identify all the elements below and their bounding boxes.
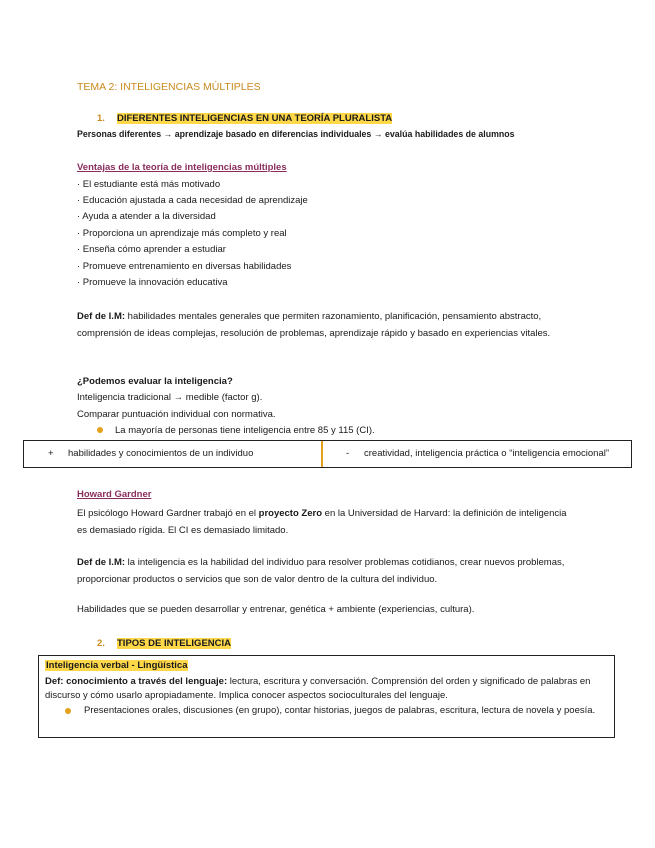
- comparison-table: [23, 440, 632, 468]
- evaluar-bullet: [97, 425, 375, 436]
- bullet-icon: [97, 427, 103, 433]
- definition-im-1: [77, 308, 577, 342]
- plus-text: habilidades y conocimientos de un individuo: [68, 448, 254, 459]
- gardner-text-end: en la Universidad de Harvard: la definición de inteligencia es demasiado rígida. El CI es demasiado limitado.: [77, 508, 567, 536]
- definition2-text: la inteligencia es la habilidad del individuo para resolver problemas cotidianos, crear nuevos problemas, proporcionar productos o servicios que son de valor dentro de la cultura del individuo.: [77, 557, 565, 585]
- section1-number: 1.: [97, 113, 105, 124]
- definition-label: Def de I.M:: [77, 311, 126, 322]
- verbal-intelligence-box: [38, 655, 615, 738]
- evaluar-line-1: Inteligencia tradicional → medible (factor g).: [77, 392, 263, 403]
- minus-sign: -: [346, 448, 350, 459]
- ventaja-item-6: · Promueve entrenamiento en diversas habilidades: [77, 261, 292, 272]
- section2-title: TIPOS DE INTELIGENCIA: [117, 638, 232, 649]
- gardner-text-start: El psicólogo Howard Gardner trabajó en el: [77, 508, 259, 519]
- plus-sign: +: [48, 448, 54, 459]
- section1-subline: Personas diferentes → aprendizaje basado en diferencias individuales → evalúa habilidades de alumnos: [77, 129, 515, 139]
- definition-text: habilidades mentales generales que permiten razonamiento, planificación, pensamiento abstracto, comprensión de ideas complejas, resolución de problemas, aprendizaje rápido y basado en experiencias vitales.: [77, 311, 551, 339]
- verbal-bullet-text: Presentaciones orales, discusiones (en grupo), contar historias, juegos de palabras, escritura, lectura de novela y poesía.: [84, 705, 596, 716]
- verbal-def-text: lectura, escritura y conversación. Comprensión del orden y significado de palabras en discurso y cómo usarlo apropiadamente. Implica conocer aspectos socioculturales del lenguaje.: [45, 676, 591, 701]
- evaluar-bullet-text: La mayoría de personas tiene inteligencia entre 85 y 115 (CI).: [115, 425, 375, 436]
- ventaja-item-2: · Educación ajustada a cada necesidad de aprendizaje: [77, 195, 308, 206]
- verbal-definition: [45, 675, 605, 703]
- ventaja-item-1: · El estudiante está más motivado: [77, 179, 221, 190]
- definition2-label: Def de I.M:: [77, 557, 126, 568]
- gardner-paragraph: [77, 505, 577, 539]
- ventaja-item-3: · Ayuda a atender a la diversidad: [77, 211, 216, 222]
- ventaja-item-4: · Proporciona un aprendizaje más completo y real: [77, 228, 287, 239]
- section2-number: 2.: [97, 638, 105, 649]
- gardner-project: proyecto Zero: [258, 508, 323, 519]
- evaluar-line-2: Comparar puntuación individual con normativa.: [77, 409, 276, 420]
- document-title: TEMA 2: INTELIGENCIAS MÚLTIPLES: [77, 81, 261, 93]
- ventaja-item-7: · Promueve la innovación educativa: [77, 277, 228, 288]
- section2-heading: [97, 638, 231, 649]
- section1-title: DIFERENTES INTELIGENCIAS EN UNA TEORÍA PLURALISTA: [117, 113, 393, 124]
- bullet-icon: [65, 708, 71, 714]
- table-divider: [321, 441, 323, 467]
- verbal-title: Inteligencia verbal - Lingüística: [46, 660, 188, 671]
- habilidades-line: Habilidades que se pueden desarrollar y entrenar, genética + ambiente (experiencias, cultura).: [77, 604, 475, 615]
- evaluar-question: ¿Podemos evaluar la inteligencia?: [77, 376, 233, 387]
- verbal-bullet: [65, 704, 600, 718]
- section1-heading: [97, 113, 392, 124]
- verbal-def-label: Def: conocimiento a través del lenguaje:: [45, 676, 228, 687]
- ventajas-heading: Ventajas de la teoría de inteligencias múltiples: [77, 162, 287, 173]
- definition-im-2: [77, 554, 577, 588]
- gardner-heading: Howard Gardner: [77, 489, 152, 500]
- ventaja-item-5: · Enseña cómo aprender a estudiar: [77, 244, 226, 255]
- minus-text: creatividad, inteligencia práctica o “inteligencia emocional”: [364, 448, 610, 459]
